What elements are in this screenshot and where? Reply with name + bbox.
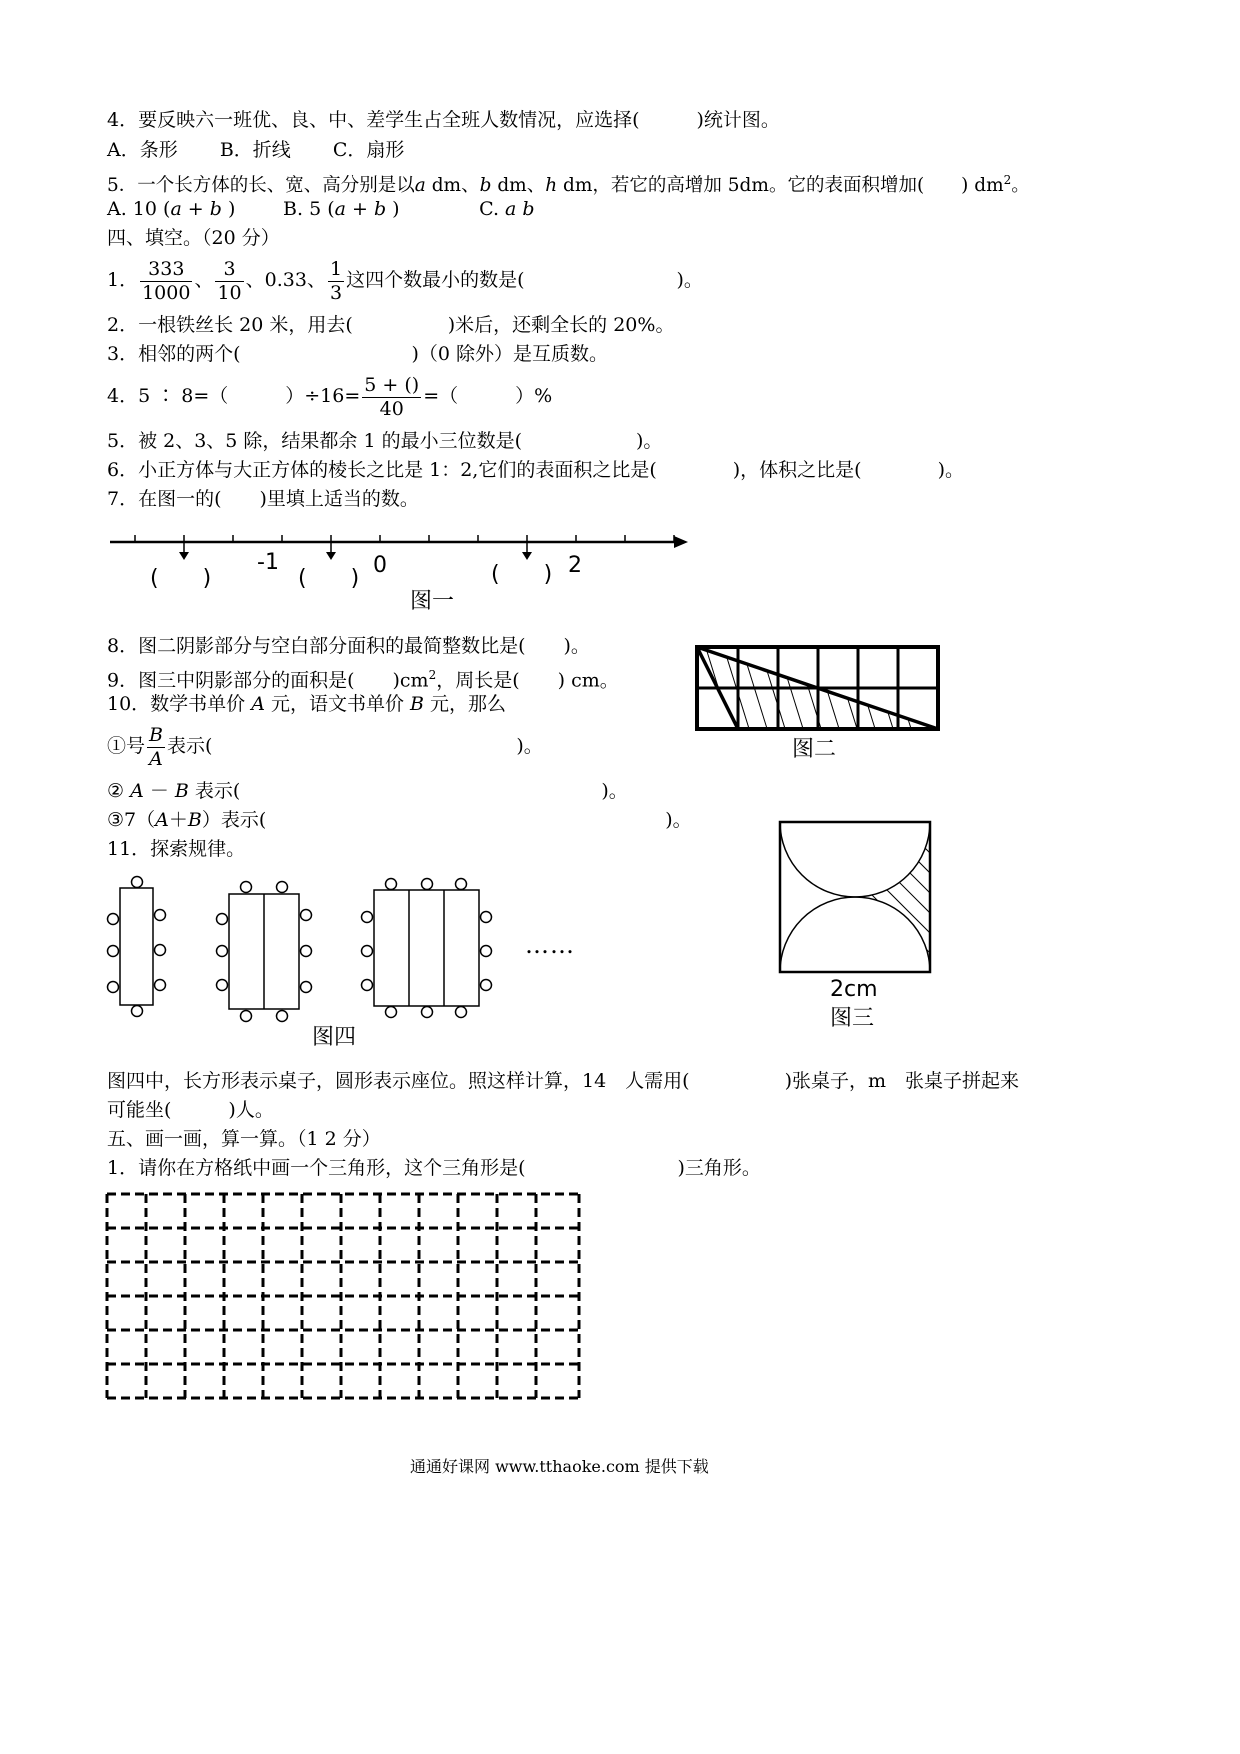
figure-4-tables [100, 872, 700, 1032]
s5-q1: 1．请你在方格纸中画一个三角形，这个三角形是( )三角形。 [107, 1157, 761, 1179]
table-3 [374, 890, 479, 1006]
down-arrow-3 [522, 542, 532, 560]
section5-title: 五、画一画，算一算。（1 2 分） [107, 1128, 381, 1150]
s4-q10: 10．数学书单价 A 元，语文书单价 B 元，那么 [107, 693, 507, 715]
fraction-333-1000: $\frac{333}{1000}$ [142, 257, 191, 304]
q3-5-options [107, 196, 535, 222]
tick-label-minus-1: -1 [257, 550, 279, 575]
dashed-grid-paper [105, 1192, 585, 1402]
page-footer: 通通好课网 www.tthaoke.com 提供下载 [410, 1457, 709, 1476]
figure-4-ellipsis: …… [525, 931, 575, 959]
option-c: C. a b [479, 198, 535, 220]
figure-3-caption: 图三 [830, 1006, 875, 1031]
fraction-1-3: $\frac{1}{3}$ [329, 257, 343, 304]
q3-4-text: 4．要反映六一班优、良、中、差学生占全班人数情况，应选择( )统计图。 [107, 109, 780, 131]
blank-3: ( ) [491, 562, 553, 587]
section4-title: 四、填空。（20 分） [107, 227, 280, 249]
fraction-b-over-a: $\frac{B}{A}$ [149, 723, 163, 770]
option-a: A．条形 [107, 139, 178, 161]
s4-q5: 5．被 2、3、5 除，结果都余 1 的最小三位数是( )。 [107, 430, 663, 452]
figure-4-caption: 图四 [312, 1025, 357, 1050]
s4-q2: 2．一根铁丝长 20 米，用去( )米后，还剩全长的 20%。 [107, 314, 675, 336]
q3-4-options [107, 137, 404, 163]
figure-3-shading [795, 808, 1005, 1018]
s4-q10-1: ①号 $\frac{B}{A}$ 表示( )。 [107, 723, 543, 770]
figure-1-caption: 图一 [410, 589, 455, 614]
blank-2: ( ) [298, 566, 360, 591]
number-line-arrow [674, 536, 688, 548]
option-a: A. 10 (a + b ) [107, 198, 236, 220]
down-arrow-1 [179, 542, 189, 560]
s4-q11-desc-1: 图四中，长方形表示桌子，圆形表示座位。照这样计算，14 人需用( )张桌子，m 张桌子拼起来 [107, 1070, 1020, 1092]
s4-q9: 9．图三中阴影部分的面积是( )$cm^2$，周长是( ) cm。 [107, 668, 619, 692]
figure-3-square [775, 818, 935, 978]
s4-q8: 8．图二阴影部分与空白部分面积的最简整数比是( )。 [107, 635, 590, 657]
option-b: B. 5 (a + b ) [283, 198, 400, 220]
q3-5-text: 5．一个长方体的长、宽、高分别是以a dm、b dm、h dm，若它的高增加 5dm。它的表面积增加( ) $dm^2$。 [107, 173, 1030, 197]
s4-q1: 1． $\frac{333}{1000}$ 、 $\frac{3}{10}$ 、0.33、 $\frac{1}{3}$ 这四个数最小的数是( )。 [107, 257, 703, 304]
s4-q11-desc-2: 可能坐( )人。 [107, 1099, 274, 1121]
figure-3-label: 2cm [830, 977, 878, 1002]
tick-label-2: 2 [568, 553, 582, 578]
figure-2-grid [695, 645, 945, 735]
s4-q6: 6．小正方体与大正方体的棱长之比是 1：2,它们的表面积之比是( )，体积之比是( )。 [107, 459, 964, 481]
figure-2-caption: 图二 [792, 737, 837, 762]
blank-1: ( ) [150, 566, 212, 591]
s4-q3: 3．相邻的两个( )（0 除外）是互质数。 [107, 343, 609, 365]
option-b: B．折线 [219, 139, 291, 161]
tick-label-0: 0 [373, 553, 387, 578]
fraction-3-10: $\frac{3}{10}$ [217, 257, 242, 304]
s4-q10-3: ③7（A＋B）表示( )。 [107, 809, 692, 831]
s4-q7: 7．在图一的( )里填上适当的数。 [107, 488, 419, 510]
down-arrow-2 [326, 542, 336, 560]
s4-q11: 11．探索规律。 [107, 838, 246, 860]
table-1 [120, 888, 153, 1005]
fraction-5-40: $\frac{5 + ()}{40}$ [364, 373, 420, 420]
option-c: C．扇形 [332, 139, 405, 161]
s4-q10-2: ② A － B 表示( )。 [107, 780, 628, 802]
s4-q4: 4．5 ∶ 8=（ ）÷16= $\frac{5 + ()}{40}$ =（ ）% [107, 373, 553, 420]
